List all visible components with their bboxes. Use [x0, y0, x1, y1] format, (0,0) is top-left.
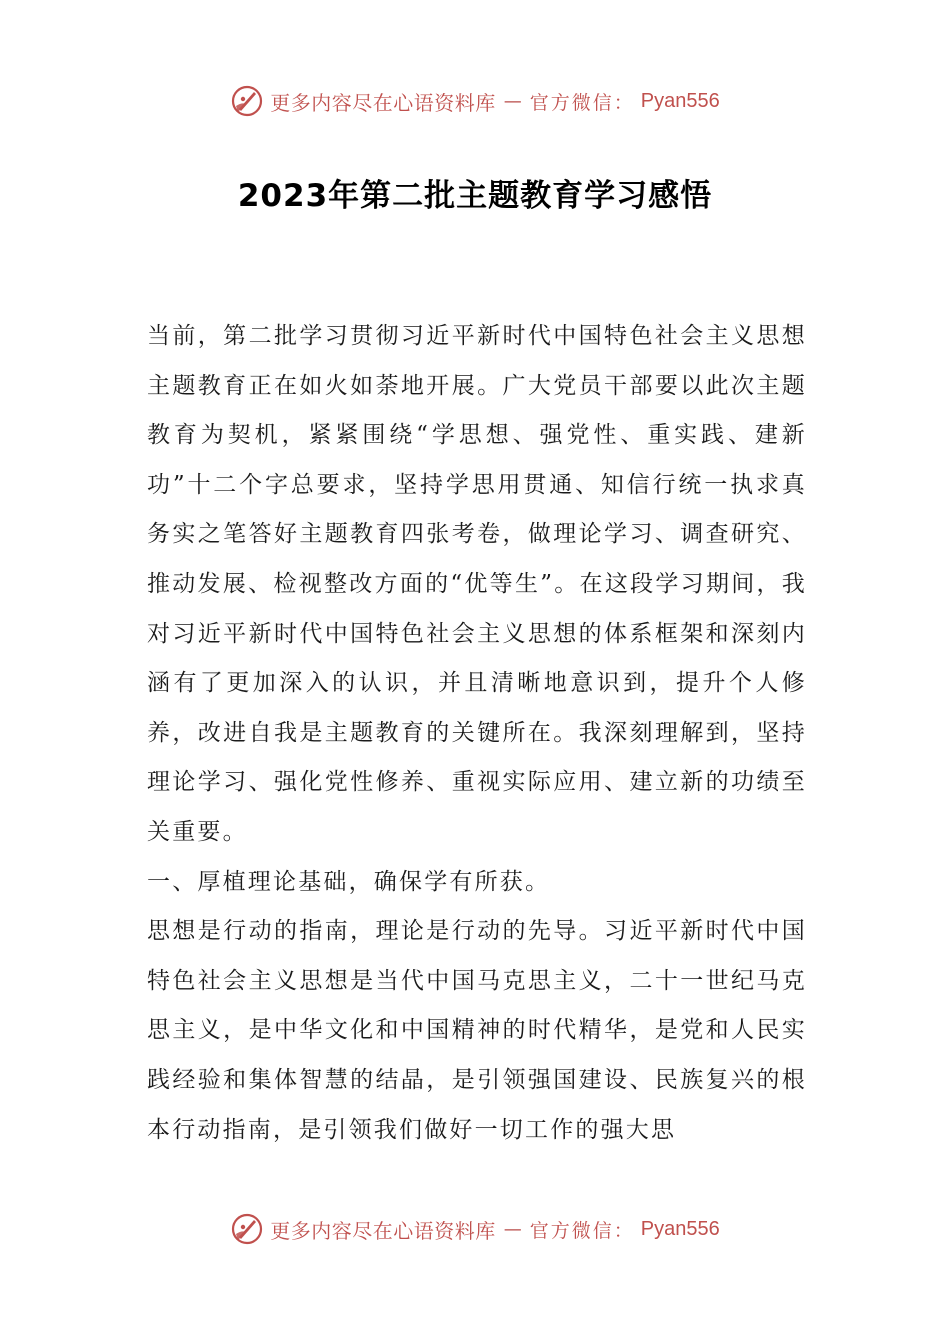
section-heading-1: 一、厚植理论基础，确保学有所获。 — [147, 868, 551, 895]
watermark-separator: — — [503, 1218, 522, 1240]
document-title: 2023年第二批主题教育学习感悟 — [237, 178, 713, 214]
header-watermark — [0, 84, 950, 118]
watermark-official-label: 官方微信： — [529, 1219, 635, 1242]
document-body — [147, 312, 807, 1155]
watermark-official-label: 官方微信： — [529, 91, 635, 114]
quill-pen-icon — [230, 84, 264, 118]
watermark-account-id: Pyan556 — [640, 89, 720, 112]
body-paragraph-section-1: 思想是行动的指南，理论是行动的先导。习近平新时代中国特色社会主义思想是当代中国马克思主义，二十一世纪马克思主义，是中华文化和中国精神的时代精华，是党和人民实践经验和集体智慧的结晶，是引领强国建设、民族复兴的根本行动指南，是引领我们做好一切工作的强大思 — [147, 918, 807, 1143]
watermark-brand-text: 更多内容尽在心语资料库 — [270, 90, 496, 115]
watermark-brand-text: 更多内容尽在心语资料库 — [270, 1218, 496, 1243]
watermark-account-id: Pyan556 — [640, 1217, 720, 1240]
quill-pen-icon — [230, 1212, 264, 1246]
footer-watermark — [0, 1212, 950, 1246]
watermark-separator: — — [503, 90, 522, 112]
body-paragraph-intro: 当前，第二批学习贯彻习近平新时代中国特色社会主义思想主题教育正在如火如荼地开展。广大党员干部要以此次主题教育为契机，紧紧围绕“学思想、强党性、重实践、建新功”十二个字总要求，坚持学思用贯通、知信行统一执求真务实之笔答好主题教育四张考卷，做理论学习、调查研究、推动发展、检视整改方面的“优等生”。在这段学习期间，我对习近平新时代中国特色社会主义思想的体系框架和深刻内涵有了更加深入的认识，并且清晰地意识到，提升个人修养，改进自我是主题教育的关键所在。我深刻理解到，坚持理论学习、强化党性修养、重视实际应用、建立新的功绩至关重要。 — [147, 323, 807, 845]
